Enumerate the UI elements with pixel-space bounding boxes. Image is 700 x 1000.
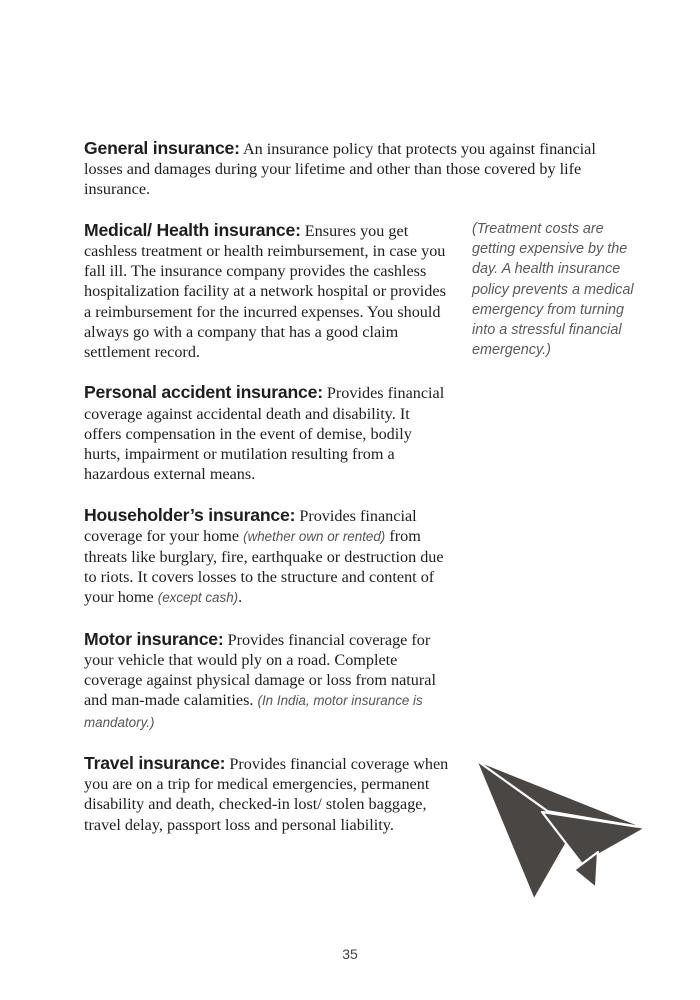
section-text: Provides financial coverage against accidental death and disability. It offers compensation in the event of demise, bodily hurts, impairment or mutilation resulting from a hazardous external means. (84, 384, 445, 484)
section-term: Medical/ Health insurance: (84, 219, 301, 240)
page-number: 35 (342, 946, 358, 962)
section-general-insurance (84, 138, 632, 200)
section-text: Provides financial coverage for your home (84, 506, 417, 545)
section-text: Ensures you get cashless treatment or health reimbursement, in case you fall ill. The insurance company provides the cashless hospitalization facility at a network hospital or provides a reimbursement for the incurred expenses. You should always go with a company that has a good claim settlement record. (84, 221, 446, 362)
section-travel-insurance (84, 753, 449, 835)
section-text: from threats like burglary, fire, earthquake or destruction due to riots. It covers losses to the structure and content of your home (84, 526, 444, 607)
section-term: Householder’s insurance: (84, 504, 296, 525)
section-text: . (238, 588, 243, 607)
section-medical-health-insurance (84, 220, 449, 362)
inline-note: (In India, motor insurance is mandatory.) (84, 693, 423, 730)
section-text: Provides financial coverage for your vehicle that would ply on a road. Complete coverage against physical damage or loss from natural and man-made calamities. (84, 630, 436, 710)
paper-plane-icon (470, 752, 652, 904)
section-text: Provides financial coverage when you are on a trip for medical emergencies, permanent disability and death, checked-in lost/ stolen baggage, travel delay, passport loss and personal liability. (84, 755, 449, 834)
section-motor-insurance (84, 629, 449, 733)
section-term: Travel insurance: (84, 753, 226, 774)
section-term: Personal accident insurance: (84, 382, 323, 403)
inline-note: (except cash) (157, 590, 239, 606)
section-householders-insurance (84, 505, 449, 609)
health-insurance-sidenote: (Treatment costs are getting expensive by the day. A health insurance policy prevents a medical emergency from turning into a stressful financial emergency.) (472, 221, 634, 359)
section-personal-accident-insurance (84, 382, 449, 484)
section-term: Motor insurance: (84, 628, 224, 649)
section-term: General insurance: (84, 138, 240, 158)
inline-note: (whether own or rented) (243, 528, 386, 544)
section-text: An insurance policy that protects you against financial losses and damages during your lifetime and other than those covered by life insurance. (84, 140, 596, 199)
